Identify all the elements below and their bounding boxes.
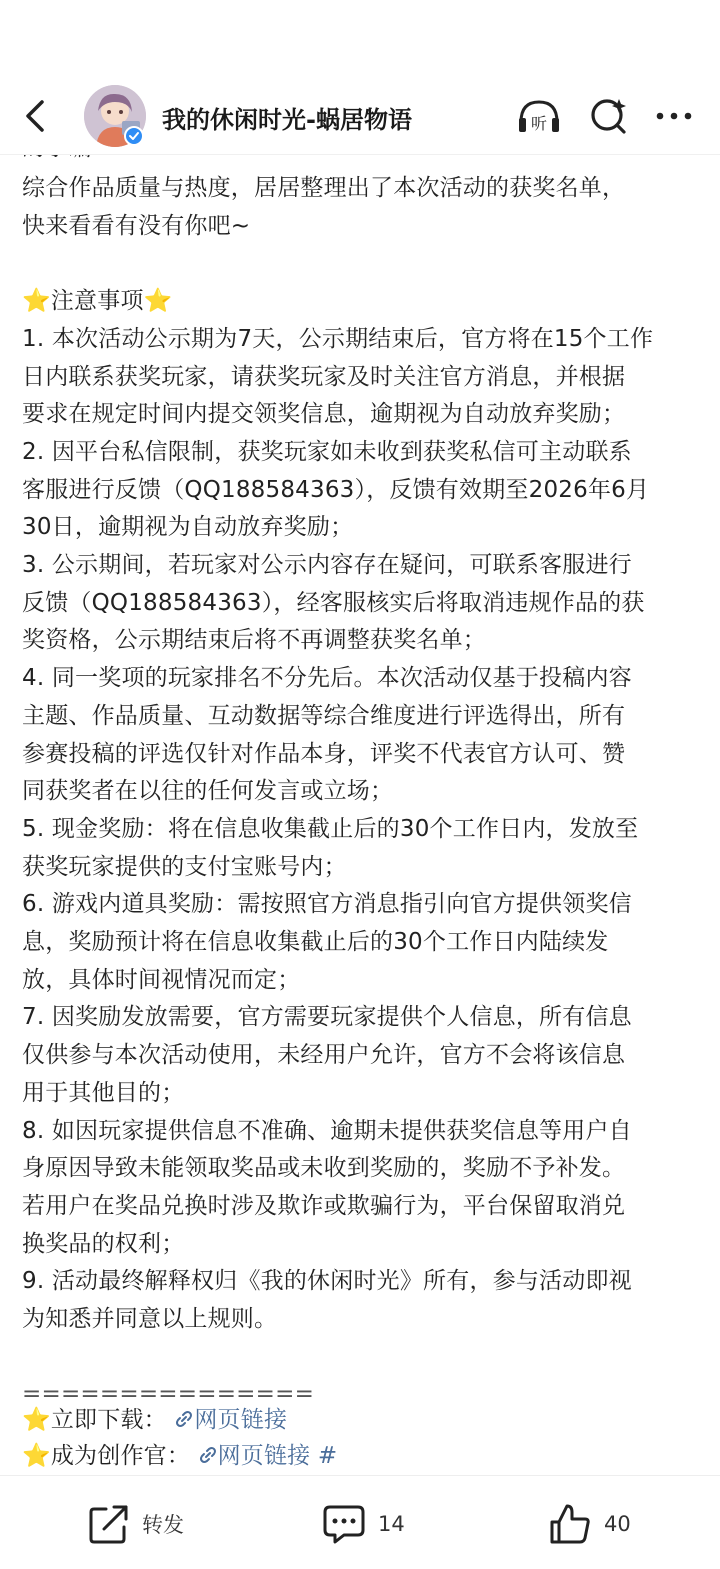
share-label: 转发: [142, 1513, 184, 1537]
body-text-line: 参赛投稿的评选仅针对作品本身，评奖不代表官方认可、赞: [22, 740, 626, 767]
bottom-action-bar: [0, 1475, 720, 1569]
body-text-line: 客服进行反馈（QQ188584363），反馈有效期至2026年6月: [22, 476, 650, 503]
divider-text: ===============: [22, 1381, 315, 1408]
body-text-line: 要求在规定时间内提交领奖信息，逾期视为自动放弃奖励；: [22, 401, 626, 428]
body-text-line: 主题、作品质量、互动数据等综合维度进行评选得出，所有: [22, 702, 626, 729]
body-text-line: 7. 因奖励发放需要，官方需要玩家提供个人信息，所有信息: [22, 1004, 632, 1031]
body-text-line: 若用户在奖品兑换时涉及欺诈或欺骗行为，平台保留取消兑: [22, 1192, 626, 1219]
creator-line: [22, 1438, 337, 1472]
comment-count: 14: [378, 1512, 405, 1536]
body-text-line: 1. 本次活动公示期为7天，公示期结束后，官方将在15个工作: [22, 325, 654, 352]
body-text-line: 综合作品质量与热度，居居整理出了本次活动的获奖名单，: [22, 175, 626, 201]
verified-badge-icon: [124, 126, 144, 146]
link-icon: [174, 1409, 194, 1429]
listen-icon: [516, 96, 562, 136]
like-count: 40: [604, 1512, 631, 1536]
search-icon: [586, 96, 632, 136]
creator-link[interactable]: 网页链接: [198, 1443, 318, 1469]
body-text-line: 5. 现金奖励：将在信息收集截止后的30个工作日内，发放至: [22, 815, 639, 842]
body-text-line: 日内联系获奖玩家，请获奖玩家及时关注官方消息，并根据: [22, 363, 626, 390]
body-text-line: 息，奖励预计将在信息收集截止后的30个工作日内陆续发: [22, 929, 609, 955]
body-text-line: 放，具体时间视情况而定；: [22, 966, 301, 993]
post-content: [0, 140, 720, 1472]
download-link[interactable]: 网页链接: [174, 1407, 287, 1433]
download-label: ⭐立即下载：: [22, 1407, 167, 1433]
like-button[interactable]: [548, 1502, 631, 1546]
share-icon: [88, 1503, 130, 1545]
body-text-line: 快来看看有没有你吧~: [22, 212, 251, 239]
body-text-line: 30日，逾期视为自动放弃奖励；: [22, 514, 354, 541]
body-text-line: 6. 游戏内道具奖励：需按照官方消息指引向官方提供领奖信: [22, 891, 632, 918]
body-text-line: 身原因导致未能领取奖品或未收到奖励的，奖励不予补发。: [22, 1155, 626, 1182]
body-text-line: 同获奖者在以往的任何发言或立场；: [22, 778, 394, 805]
thumbs-up-icon: [548, 1502, 592, 1546]
body-text-line: 4. 同一奖项的玩家排名不分先后。本次活动仅基于投稿内容: [22, 665, 632, 692]
body-text-line: 9. 活动最终解释权归《我的休闲时光》所有，参与活动即视: [22, 1268, 632, 1295]
listen-label: 听: [530, 114, 548, 133]
creator-label: ⭐成为创作官：: [22, 1443, 191, 1469]
listen-button[interactable]: [516, 96, 562, 136]
back-button[interactable]: [16, 96, 56, 136]
body-text-line: 反馈（QQ188584363），经客服核实后将取消违规作品的获: [22, 589, 645, 616]
body-text-line: 换奖品的权利；: [22, 1230, 185, 1257]
more-icon: [652, 96, 698, 136]
top-nav-bar: [0, 0, 720, 155]
share-button[interactable]: [88, 1502, 184, 1546]
body-text-line: 仅供参与本次活动使用，未经用户允许，官方不会将该信息: [22, 1042, 626, 1069]
more-button[interactable]: [652, 96, 698, 136]
search-button[interactable]: [586, 96, 632, 136]
comment-icon: [322, 1503, 366, 1545]
hashtag-link[interactable]: #: [317, 1443, 338, 1469]
body-text-line: 3. 公示期间，若玩家对公示内容存在疑问，可联系客服进行: [22, 552, 632, 578]
body-text-line: 获奖玩家提供的支付宝账号内；: [22, 853, 347, 880]
link-icon: [198, 1445, 218, 1465]
page-title[interactable]: 我的休闲时光-蜗居物语: [162, 106, 412, 134]
body-text-line: 2. 因平台私信限制，获奖玩家如未收到获奖私信可主动联系: [22, 438, 632, 465]
comment-button[interactable]: [322, 1502, 405, 1546]
body-text-line: 8. 如因玩家提供信息不准确、逾期未提供获奖信息等用户自: [22, 1117, 632, 1144]
body-text-line: 奖资格，公示期结束后将不再调整获奖名单；: [22, 627, 486, 654]
section-heading: ⭐注意事项⭐: [22, 288, 173, 315]
back-icon: [16, 96, 56, 136]
body-text-line: 用于其他目的；: [22, 1079, 185, 1106]
body-text-line: 为知悉并同意以上规则。: [22, 1306, 278, 1332]
download-line: [22, 1402, 287, 1438]
